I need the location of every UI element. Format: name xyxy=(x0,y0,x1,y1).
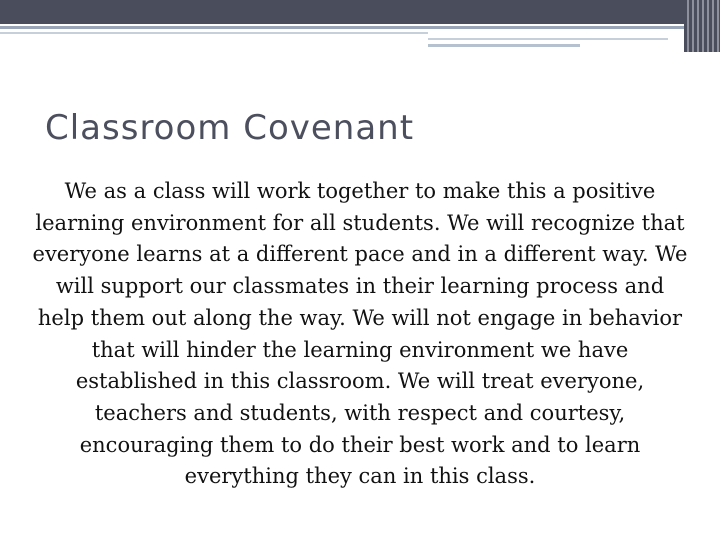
decorative-line xyxy=(428,38,668,40)
top-corner-stripes xyxy=(684,0,720,52)
slide-body-text: We as a class will work together to make this a positive learning environment for all students. We will recognize that everyone learns at a different pace and in a different way. We will support our classmates in their learning process and help them out along the way. We will not engage in behavior that will hinder the learning environment we have established in this classroom. We will treat everyone, teachers and students, with respect and courtesy, encouraging them to do their best work and to learn everything they can in this class. xyxy=(32,179,688,489)
decorative-line xyxy=(0,32,428,34)
top-decorative-band xyxy=(0,0,720,24)
decorative-line xyxy=(428,44,580,47)
decorative-line xyxy=(0,26,684,29)
slide-title: Classroom Covenant xyxy=(45,108,415,148)
